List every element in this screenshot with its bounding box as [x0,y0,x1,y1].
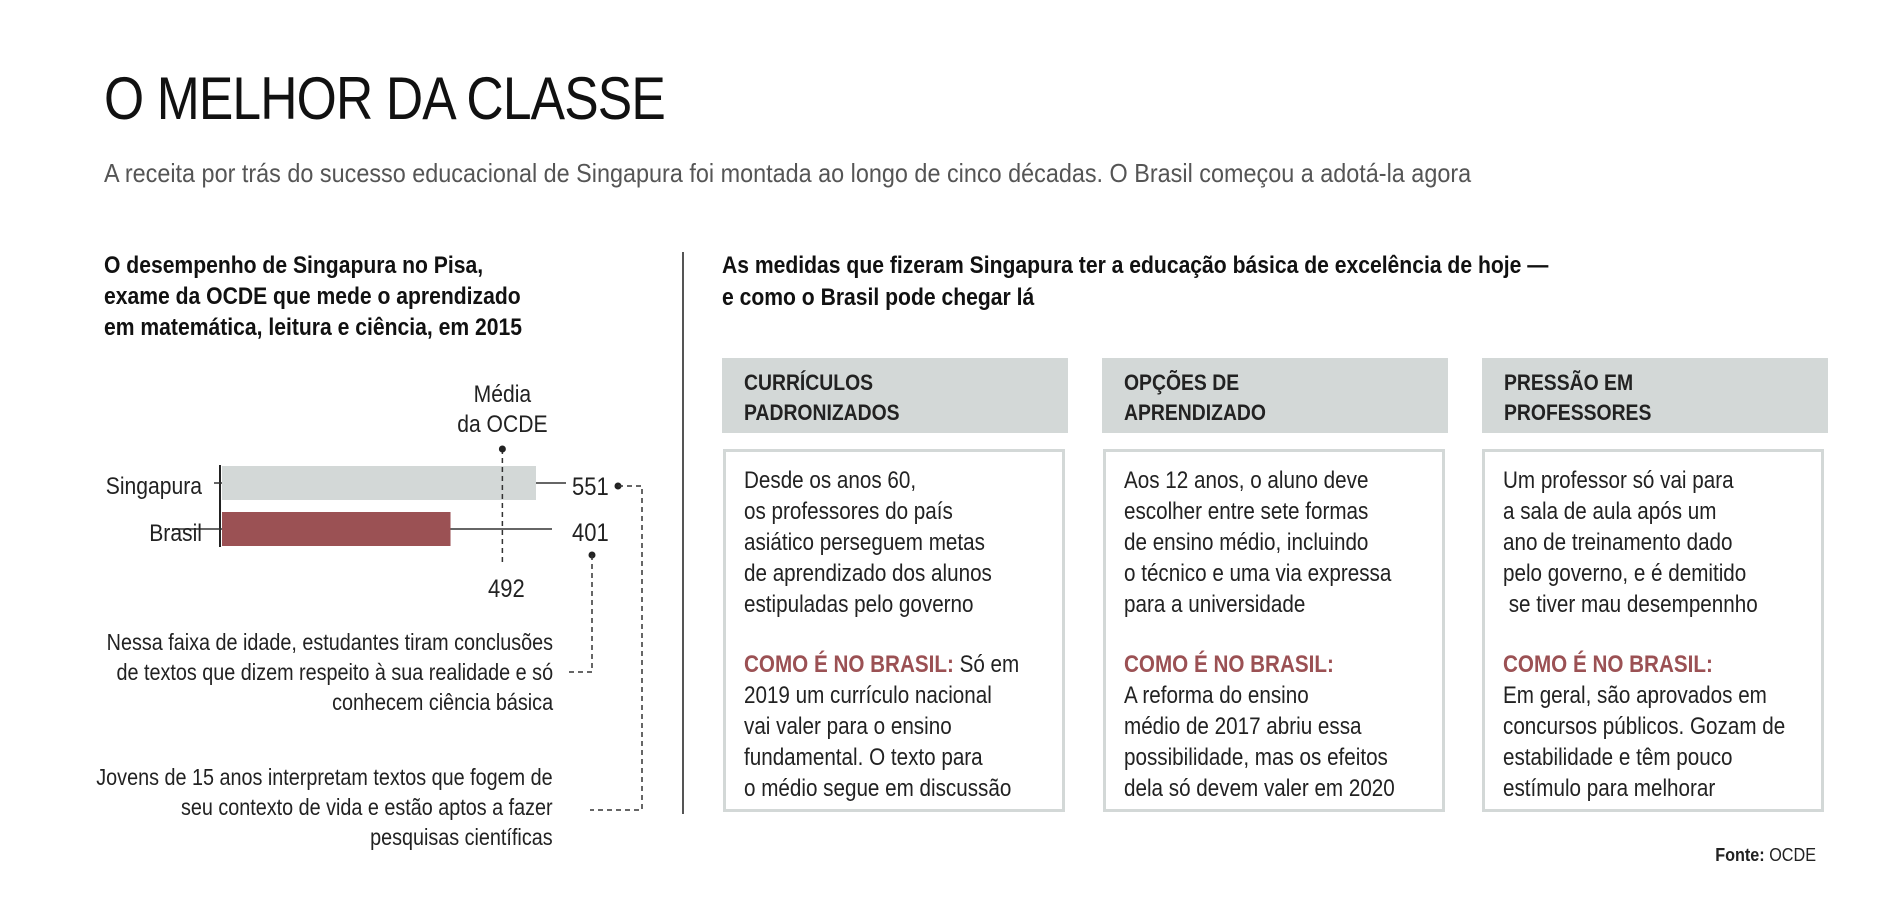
card-text-line: A reforma do ensino [1124,682,1309,709]
card-text-line: para a universidade [1124,591,1306,618]
card-text-line: Só em [959,651,1020,678]
measures-heading-line: e como o Brasil pode chegar lá [722,284,1035,311]
note-line: Nessa faixa de idade, estudantes tiram conclusões [106,629,553,655]
card-text-line: Desde os anos 60, [744,467,917,494]
brasil-label: COMO É NO BRASIL: [744,651,954,678]
card-text-line: Em geral, são aprovados em [1503,682,1767,709]
card-text-line: o médio segue em discussão [744,775,1012,802]
card-text-line: asiático perseguem metas [744,529,985,556]
bar-brasil [222,512,451,546]
card-header-line: APRENDIZADO [1124,400,1266,425]
card-text-line: estipuladas pelo governo [744,591,974,618]
card-header-pressao [1482,358,1828,433]
card-text-line: 2019 um currículo nacional [744,682,992,709]
card-header-line: PRESSÃO EM [1504,370,1634,395]
category-label: Brasil [149,519,202,547]
ocde-average-label: da OCDE [457,410,548,438]
chart-heading-line: O desempenho de Singapura no Pisa, [104,252,484,279]
card-text-line: dela só devem valer em 2020 [1124,775,1395,802]
measures-heading [722,250,1548,314]
value-label: 401 [572,518,609,547]
note-line: seu contexto de vida e estão aptos a fazer [181,794,553,820]
column-divider [682,252,684,814]
card-text-line: concursos públicos. Gozam de [1503,713,1786,740]
card-text-line: estabilidade e têm pouco [1503,744,1733,771]
card-text-line: médio de 2017 abriu essa [1124,713,1362,740]
ocde-average-dot [499,446,506,453]
ocde-average-label: Média [473,380,532,408]
bar-singapura [222,466,536,500]
card-text-line: de ensino médio, incluindo [1124,529,1369,556]
brasil-leader-line [568,555,592,672]
brasil-label: COMO É NO BRASIL: [1503,651,1713,678]
card-body-curriculos [723,449,1065,812]
card-body-pressao [1482,449,1824,812]
note-line: conhecem ciência básica [331,689,553,715]
chart-heading-line: exame da OCDE que mede o aprendizado [104,283,521,310]
source-value: OCDE [1769,845,1816,865]
card-text-line: se tiver mau desempennho [1503,591,1758,618]
card-header-opcoes [1102,358,1448,433]
note-line: Jovens de 15 anos interpretam textos que fogem de [96,764,553,790]
card-text-line: ano de treinamento dado [1503,529,1733,556]
card-text-line: de aprendizado dos alunos [744,560,992,587]
brasil-note [107,627,553,717]
note-line: pesquisas científicas [370,824,553,850]
card-text-line: o técnico e uma via expressa [1124,560,1392,587]
card-header-line: CURRÍCULOS [744,370,874,395]
card-text-line: Um professor só vai para [1503,467,1734,494]
value-label: 551 [572,472,609,501]
card-text-line: pelo governo, e é demitido [1503,560,1747,587]
chart-heading-line: em matemática, leitura e ciência, em 2015 [104,314,522,341]
page-title: O MELHOR DA CLASSE [104,65,665,132]
singapura-note [97,762,553,852]
card-text-line: vai valer para o ensino [744,713,952,740]
card-header-line: PROFESSORES [1504,400,1652,425]
ocde-average-value: 492 [488,574,525,603]
card-header-line: PADRONIZADOS [744,400,900,425]
measures-heading-line: As medidas que fizeram Singapura ter a educação básica de excelência de hoje — [722,252,1549,279]
card-text-line: os professores do país [744,498,953,525]
card-text-line: Aos 12 anos, o aluno deve [1124,467,1369,494]
card-body-opcoes [1103,449,1445,812]
card-text-line: a sala de aula após um [1503,498,1717,525]
note-line: de textos que dizem respeito à sua realidade e só [116,659,553,685]
source-label: Fonte: [1715,845,1765,865]
source-credit [1715,845,1816,866]
card-header-line: OPÇÕES DE [1124,370,1240,395]
card-text-line: fundamental. O texto para [744,744,983,771]
card-text-line: possibilidade, mas os efeitos [1124,744,1388,771]
brasil-label: COMO É NO BRASIL: [1124,651,1334,678]
page-subtitle: A receita por trás do sucesso educacional de Singapura foi montada ao longo de cinco décadas. O Brasil começou a adotá-la agora [104,158,1472,188]
card-text-line: estímulo para melhorar [1503,775,1716,802]
card-text-line: escolher entre sete formas [1124,498,1369,525]
card-header-curriculos [722,358,1068,433]
category-label: Singapura [105,472,202,500]
